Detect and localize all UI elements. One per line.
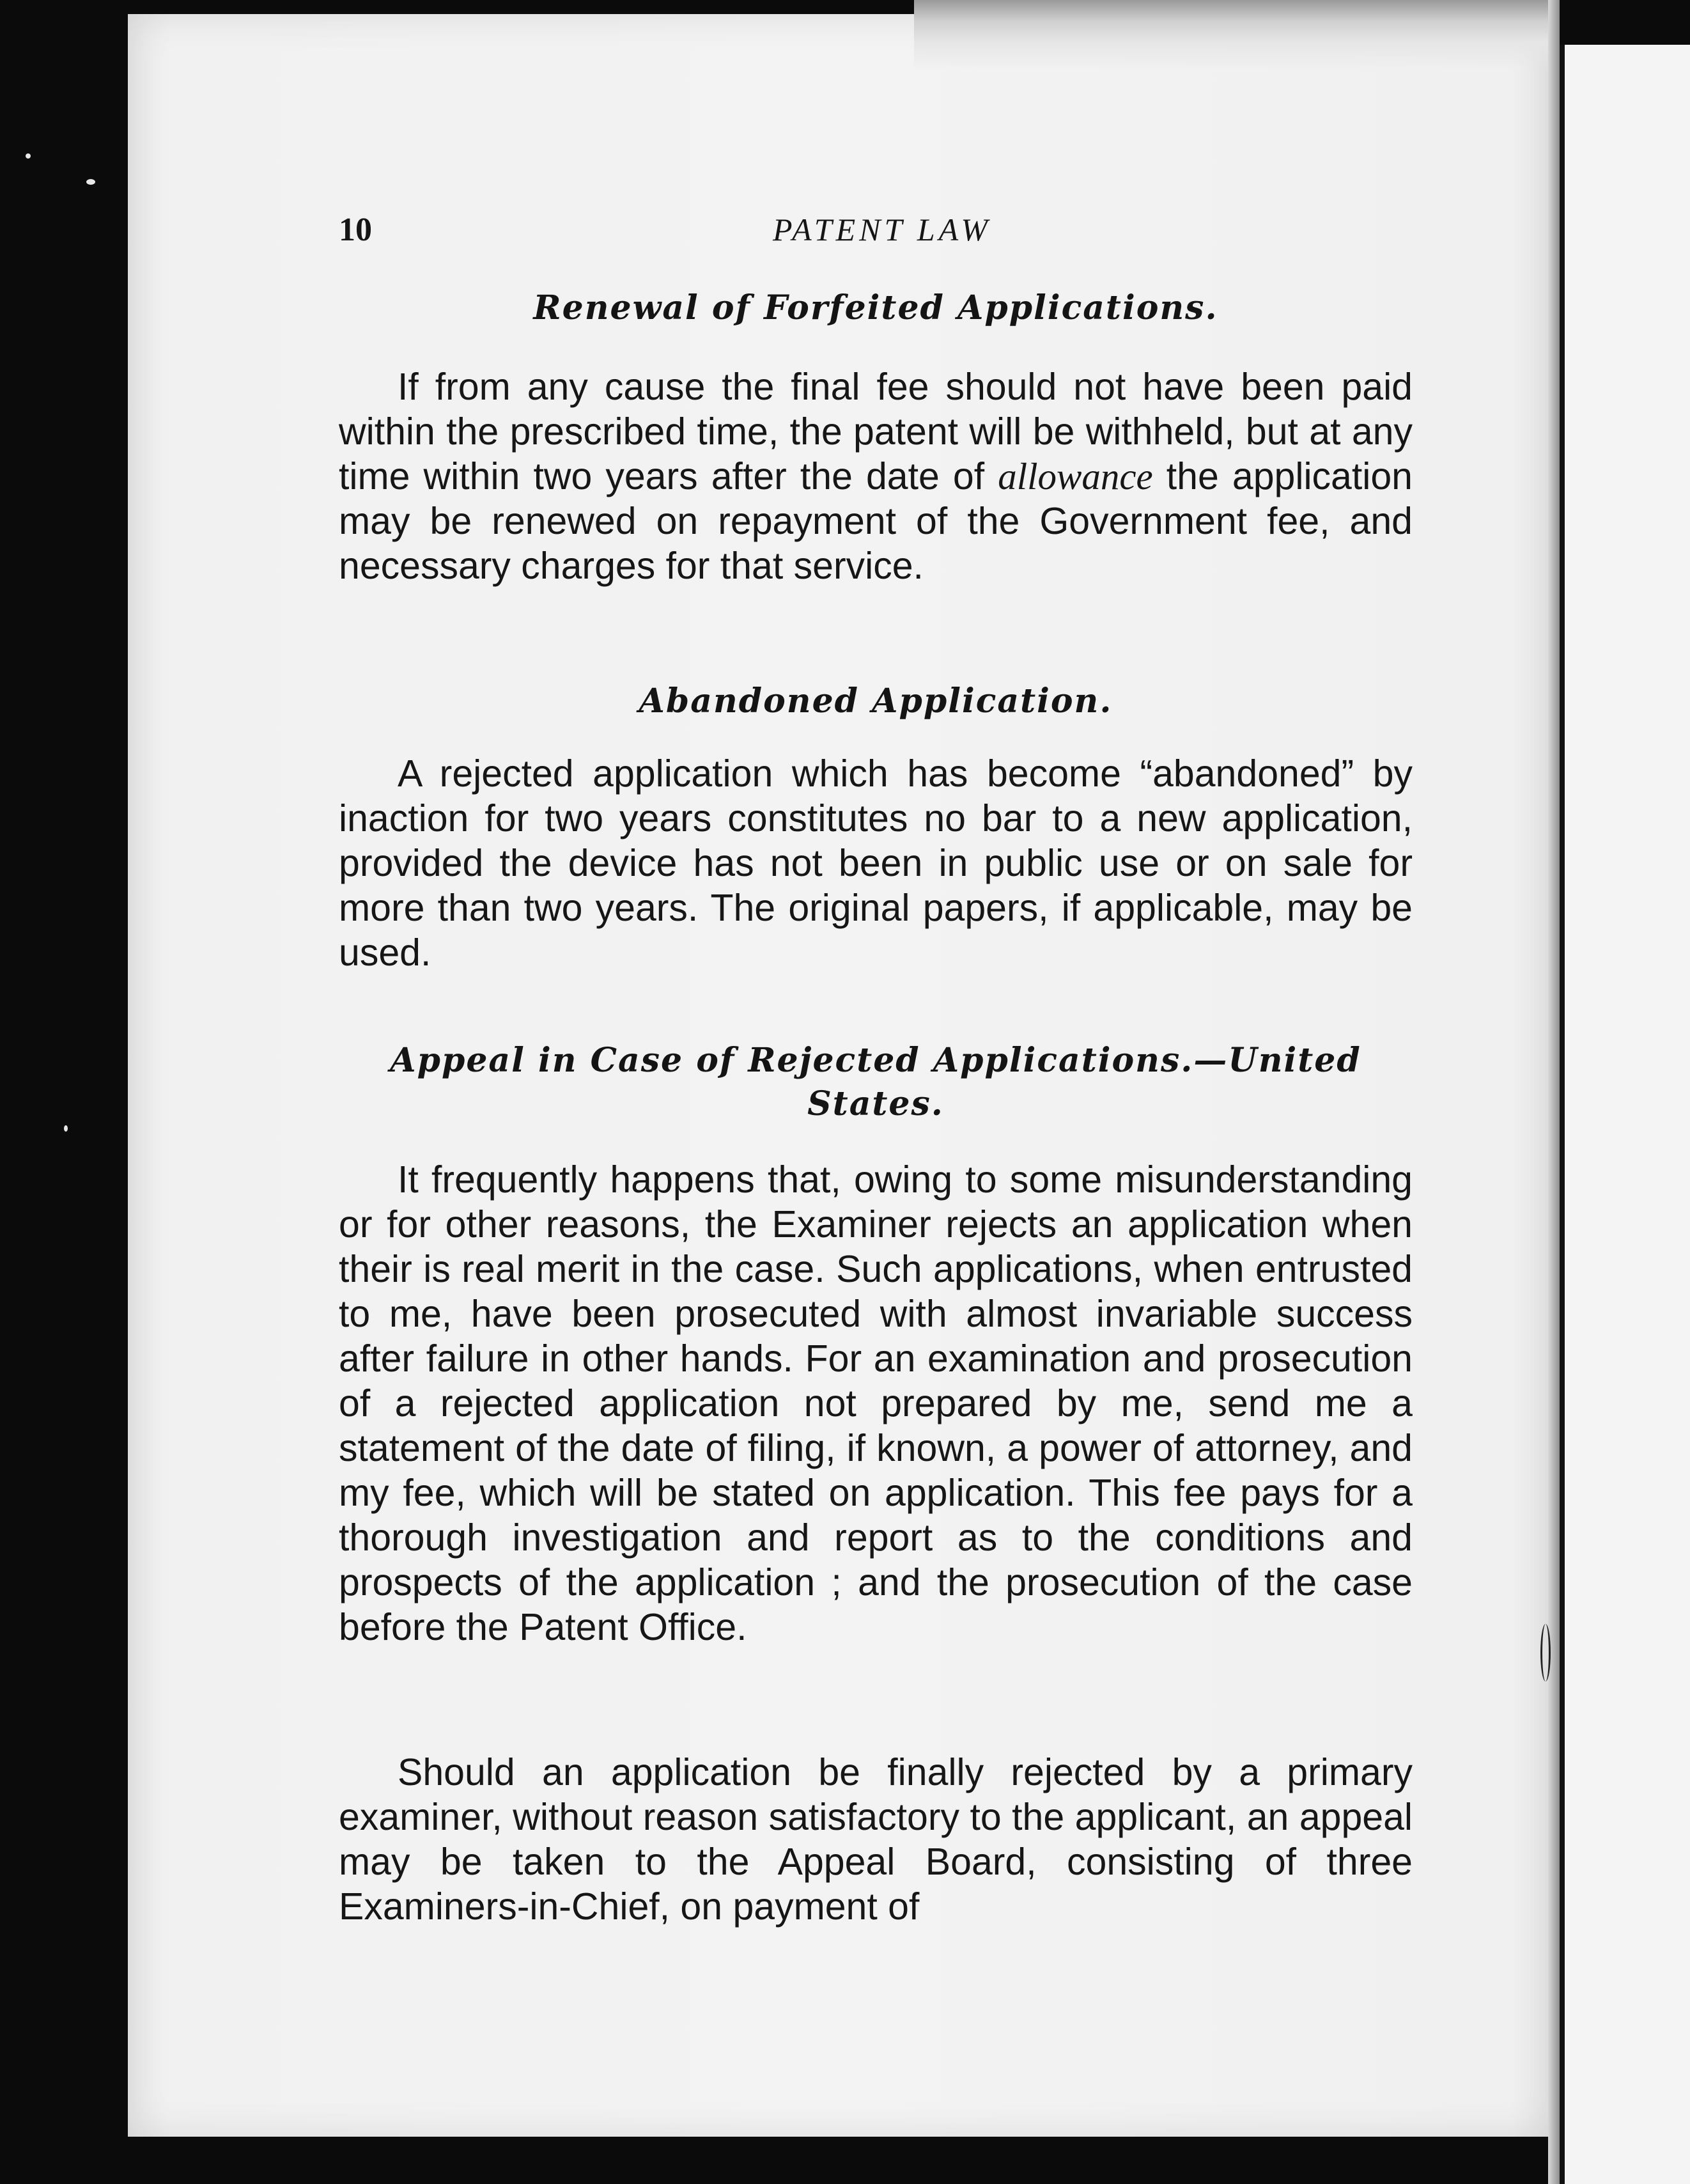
page-top-shadow [914, 0, 1553, 70]
heading-renewal: Renewal of Forfeited Applications. [533, 288, 1218, 327]
page-edge [1548, 0, 1560, 2184]
heading-appeal: Appeal in Case of Rejected Applications.—United States. [390, 1041, 1361, 1123]
paragraph-appeal-2-text: Should an application be finally rejected by a primary examiner, without reason satisfactory to the applicant, an appeal may be taken to the Appeal Board, consisting of three Examiners-in-Chief, on payment of [339, 1751, 1413, 1928]
speck [86, 179, 95, 185]
facing-page [1560, 45, 1690, 2184]
facing-page-mark [1540, 1624, 1551, 1681]
renewal-text-end: the application may be renewed on repayment of the Government fee, and necessary charges for that service. [339, 455, 1413, 587]
renewal-text-start: If from any cause the final fee should not have been paid within the prescribed time, the patent will be withheld, but at any time within two years after the date of [339, 366, 1413, 497]
paragraph-renewal [339, 364, 1413, 588]
paragraph-appeal-1-text: It frequently happens that, owing to some misunderstanding or for other reasons, the Examiner rejects an application when their is real merit in the case. Such applications, when entrusted to me, have been prosecuted with almost invariable success after failure in other hands. For an examination and prosecution of a rejected application not prepared by me, send me a statement of the date of filing, if known, a power of attorney, and my fee, which will be stated on application. This fee pays for a thorough investigation and report as to the conditions and prospects of the application ; and the prosecution of the case before the Patent Office. [339, 1158, 1413, 1648]
paragraph-abandoned-text: A rejected application which has become “abandoned” by inaction for two years constitutes no bar to a new application, provided the device has not been in public use or on sale for more than two years. The original papers, if applicable, may be used. [339, 753, 1413, 974]
paragraph-appeal-1 [339, 1157, 1413, 1650]
paragraph-renewal-text [339, 364, 1413, 588]
speck [64, 1125, 68, 1132]
heading-abandoned: Abandoned Application. [639, 682, 1113, 721]
page-number: 10 [339, 212, 372, 248]
running-head [339, 211, 1425, 256]
renewal-emphasis: allowance [998, 455, 1153, 497]
paragraph-appeal-2 [339, 1750, 1413, 1929]
paragraph-abandoned [339, 751, 1413, 975]
running-title: PATENT LAW [772, 212, 992, 247]
speck [26, 153, 31, 159]
